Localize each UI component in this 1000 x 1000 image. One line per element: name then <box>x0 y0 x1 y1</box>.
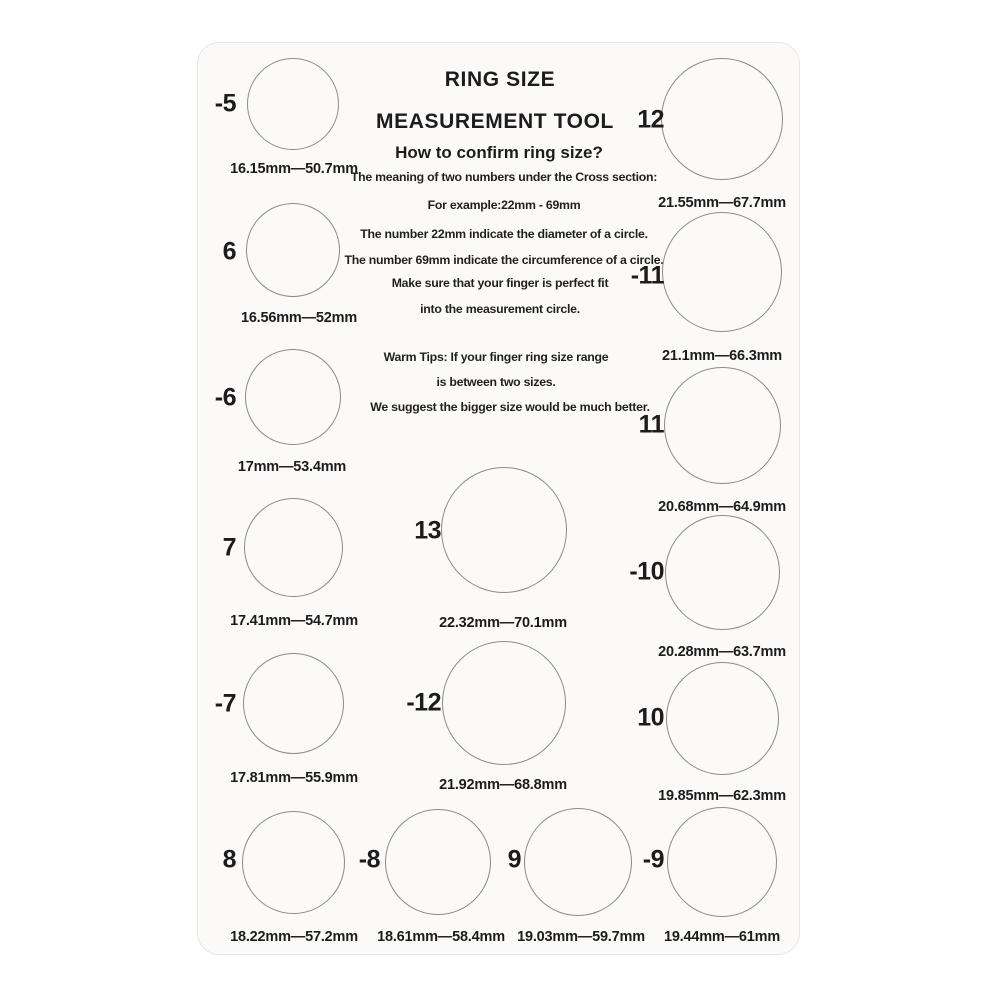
ring-circle-6[interactable] <box>246 203 340 297</box>
ring-measurement-label--7: 17.81mm—55.9mm <box>230 770 358 786</box>
ring-size-label--6: -6 <box>214 383 236 412</box>
instruction-line-2: For example:22mm - 69mm <box>427 198 581 212</box>
ring-size-label-7: 7 <box>222 533 236 562</box>
instruction-line-4: The number 69mm indicate the circumference of a circle. <box>344 253 664 267</box>
ring-measurement-label-7: 17.41mm—54.7mm <box>230 613 358 629</box>
warm-tip-line-2: is between two sizes. <box>436 375 556 389</box>
ring-circle-11[interactable] <box>664 367 781 484</box>
instruction-line-5: Make sure that your finger is perfect fit <box>391 276 609 290</box>
ring-circle--6[interactable] <box>245 349 341 445</box>
ring-circle-7[interactable] <box>244 498 343 597</box>
ring-circle-13[interactable] <box>441 467 567 593</box>
ring-size-label-6: 6 <box>222 237 236 266</box>
ring-circle--10[interactable] <box>665 515 780 630</box>
ring-circle--11[interactable] <box>662 212 782 332</box>
ring-measurement-label-10: 19.85mm—62.3mm <box>658 788 786 804</box>
ring-size-label--9: -9 <box>642 845 664 874</box>
ring-measurement-label-12: 21.55mm—67.7mm <box>658 195 786 211</box>
ring-measurement-label-9: 19.03mm—59.7mm <box>517 929 645 945</box>
ring-circle--12[interactable] <box>442 641 566 765</box>
ring-measurement-label-6: 16.56mm—52mm <box>240 310 358 326</box>
ring-measurement-label--12: 21.92mm—68.8mm <box>439 777 567 793</box>
ring-size-label--10: -10 <box>629 557 664 586</box>
ring-measurement-label-13: 22.32mm—70.1mm <box>439 615 567 631</box>
ring-size-label--12: -12 <box>406 688 441 717</box>
ring-size-label--5: -5 <box>214 89 236 118</box>
instruction-line-3: The number 22mm indicate the diameter of a circle. <box>360 227 648 241</box>
ring-circle-12[interactable] <box>661 58 783 180</box>
ring-size-label--11: -11 <box>630 261 664 290</box>
warm-tip-line-1: Warm Tips: If your finger ring size range <box>383 350 609 364</box>
ring-circle--5[interactable] <box>247 58 339 150</box>
ring-circle--8[interactable] <box>385 809 491 915</box>
ring-measurement-label--8: 18.61mm—58.4mm <box>377 929 505 945</box>
ring-size-label-10: 10 <box>637 703 664 732</box>
ring-size-label-12: 12 <box>637 105 664 134</box>
ring-size-label--8: -8 <box>358 845 380 874</box>
page-title-line-2: MEASUREMENT TOOL <box>376 110 614 133</box>
instruction-line-6: into the measurement circle. <box>420 302 580 316</box>
ring-measurement-label-8: 18.22mm—57.2mm <box>230 929 358 945</box>
ring-size-label-11: 11 <box>638 410 664 439</box>
ring-circle--9[interactable] <box>667 807 777 917</box>
warm-tip-line-3: We suggest the bigger size would be much better. <box>370 400 650 414</box>
ring-measurement-label--6: 17mm—53.4mm <box>237 459 347 475</box>
ring-size-label-9: 9 <box>507 845 521 874</box>
ring-measurement-label--10: 20.28mm—63.7mm <box>658 644 786 660</box>
instruction-line-1: The meaning of two numbers under the Cross section: <box>350 170 658 184</box>
ring-size-label-13: 13 <box>414 516 441 545</box>
ring-size-label-8: 8 <box>222 845 236 874</box>
ring-circle--7[interactable] <box>243 653 344 754</box>
page-title-line-1: RING SIZE <box>444 68 556 91</box>
ring-circle-9[interactable] <box>524 808 632 916</box>
ring-measurement-label--5: 16.15mm—50.7mm <box>230 161 358 177</box>
ring-circle-10[interactable] <box>666 662 779 775</box>
ring-measurement-label--9: 19.44mm—61mm <box>663 929 781 945</box>
ring-size-label--7: -7 <box>214 689 236 718</box>
page-subtitle: How to confirm ring size? <box>395 143 603 162</box>
ring-measurement-label-11: 20.68mm—64.9mm <box>658 499 786 515</box>
ring-measurement-label--11: 21.1mm—66.3mm <box>662 348 782 364</box>
ring-circle-8[interactable] <box>242 811 345 914</box>
